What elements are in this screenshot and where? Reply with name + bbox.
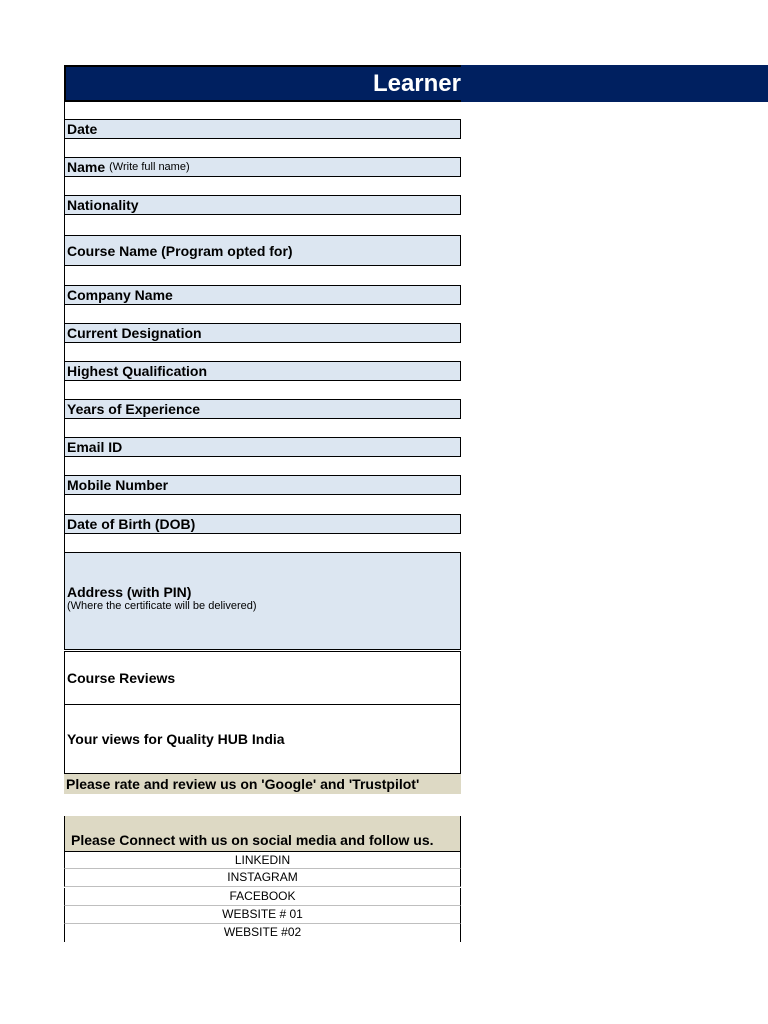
header-border-top [64, 65, 461, 67]
course-reviews-field[interactable] [64, 651, 461, 705]
field-mobile-number[interactable] [64, 475, 461, 495]
address-label: Address (with PIN) [67, 584, 192, 600]
social-link-label: WEBSITE # 01 [222, 907, 303, 921]
field-label: Company Name [67, 287, 173, 303]
field-label: Date of Birth (DOB) [67, 516, 196, 532]
field-date-of-birth[interactable] [64, 514, 461, 534]
social-link-label: WEBSITE #02 [223, 925, 302, 939]
course-reviews-label: Course Reviews [67, 670, 176, 686]
field-label: Highest Qualification [67, 363, 208, 379]
field-label: Course Name (Program opted for) [67, 242, 293, 259]
field-name[interactable] [64, 157, 461, 177]
social-link-website-01[interactable] [64, 906, 461, 924]
social-link-linkedin[interactable] [64, 851, 461, 869]
field-current-designation[interactable] [64, 323, 461, 343]
address-note: (Where the certificate will be delivered) [67, 600, 257, 612]
social-link-facebook[interactable] [64, 888, 461, 906]
social-heading-label: Please Connect with us on social media and follow us. [71, 832, 434, 848]
field-email-id[interactable] [64, 437, 461, 457]
field-label: Current Designation [67, 325, 202, 341]
field-label: Mobile Number [67, 477, 169, 493]
field-label: Email ID [67, 439, 123, 455]
field-years-of-experience[interactable] [64, 399, 461, 419]
social-link-label: FACEBOOK [229, 889, 296, 903]
social-link-label: LINKEDIN [234, 853, 291, 867]
field-company-name[interactable] [64, 285, 461, 305]
social-link-label: INSTAGRAM [227, 870, 298, 884]
field-label: Date [67, 121, 98, 137]
field-date[interactable] [64, 119, 461, 139]
views-label: Your views for Quality HUB India [67, 731, 285, 747]
social-link-website-02[interactable] [64, 924, 461, 942]
views-field[interactable] [64, 704, 461, 774]
header-border-left [64, 65, 66, 102]
field-nationality[interactable] [64, 195, 461, 215]
field-address[interactable] [64, 552, 461, 650]
rate-review-banner [64, 774, 461, 794]
field-note: (Write full name) [109, 161, 190, 173]
field-label: Nationality [67, 197, 139, 213]
social-heading [64, 816, 461, 852]
field-course-name[interactable] [64, 235, 461, 266]
page-title: Learner [372, 70, 461, 97]
header-border-bottom [64, 100, 461, 102]
field-label: Years of Experience [67, 401, 201, 417]
field-highest-qualification[interactable] [64, 361, 461, 381]
social-link-instagram[interactable] [64, 869, 461, 887]
rate-review-label: Please rate and review us on 'Google' and 'Trustpilot' [66, 776, 420, 792]
field-label: Name [67, 159, 106, 175]
